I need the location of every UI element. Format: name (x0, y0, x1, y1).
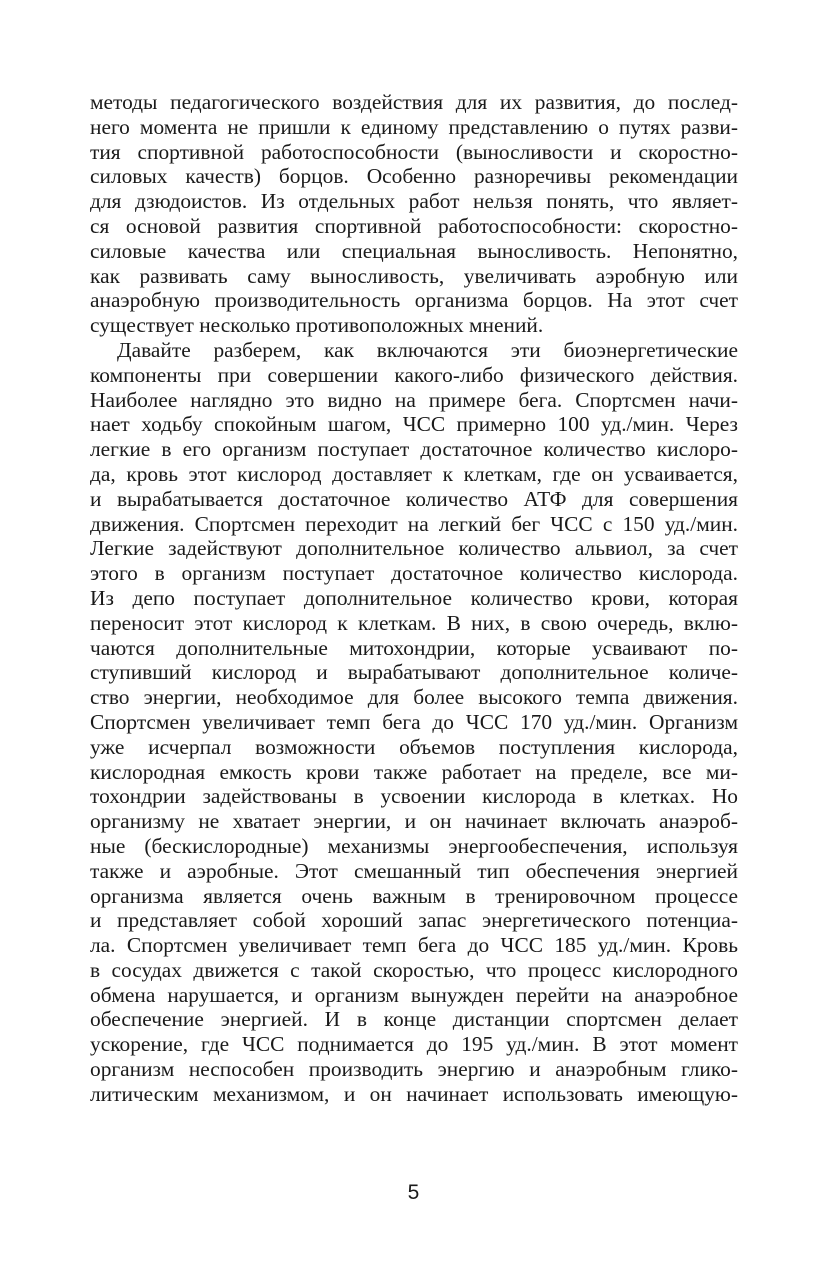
text-line: анаэробную производительность организма борцов. На этот счет (90, 288, 738, 313)
paragraph-2 (90, 338, 738, 1107)
text-line: организма является очень важным в тренировочном процессе (90, 883, 738, 908)
text-line: силовые качества или специальная выносливость. Непонятно, (90, 238, 738, 263)
text-line: Спортсмен увеличивает темп бега до ЧСС 170 уд./мин. Организм (90, 709, 738, 734)
text-line: как развивать саму выносливость, увеличивать аэробную или (90, 263, 738, 288)
text-line: организму не хватает энергии, и он начинает включать анаэроб- (90, 809, 738, 834)
text-line: литическим механизмом, и он начинает использовать имеющую- (90, 1081, 738, 1106)
text-line: Давайте разберем, как включаются эти биоэнергетические (117, 337, 738, 362)
text-line: нает ходьбу спокойным шагом, ЧСС примерно 100 уд./мин. Через (90, 412, 738, 437)
text-line: чаются дополнительные митохондрии, которые усваивают по- (90, 635, 738, 660)
text-line: для дзюдоистов. Из отдельных работ нельзя понять, что являет- (90, 189, 738, 214)
text-line: тохондрии задействованы в усвоении кислорода в клетках. Но (90, 784, 738, 809)
text-line: тия спортивной работоспособности (выносливости и скоростно- (90, 139, 738, 164)
text-line: обмена нарушается, и организм вынужден перейти на анаэробное (90, 982, 738, 1007)
text-line: него момента не пришли к единому представлению о путях разви- (90, 114, 738, 139)
text-line: ные (бескислородные) механизмы энергообеспечения, используя (90, 833, 738, 858)
page-number: 5 (407, 1181, 420, 1204)
text-line: Из депо поступает дополнительное количество крови, которая (90, 585, 738, 610)
text-line: обеспечение энергией. И в конце дистанции спортсмен делает (90, 1007, 738, 1032)
text-line: существует несколько противоположных мнений. (90, 313, 544, 338)
text-line: легкие в его организм поступает достаточное количество кислоро- (90, 437, 738, 462)
text-line: Наиболее наглядно это видно на примере бега. Спортсмен начи- (90, 387, 738, 412)
text-line: и вырабатывается достаточное количество АТФ для совершения (90, 486, 738, 511)
text-line: ство энергии, необходимое для более высокого темпа движения. (90, 685, 738, 710)
text-line: переносит этот кислород к клеткам. В них, в свою очередь, вклю- (90, 610, 738, 635)
text-line: уже исчерпал возможности объемов поступления кислорода, (90, 734, 738, 759)
text-line: и представляет собой хороший запас энергетического потенциа- (90, 908, 738, 933)
body-text (90, 90, 738, 1107)
text-line: Легкие задействуют дополнительное количество альвиол, за счет (90, 536, 738, 561)
text-line: в сосудах движется с такой скоростью, что процесс кислородного (90, 957, 738, 982)
text-line: ускорение, где ЧСС поднимается до 195 уд./мин. В этот момент (90, 1032, 738, 1057)
text-line: компоненты при совершении какого-либо физического действия. (90, 362, 738, 387)
text-line: также и аэробные. Этот смешанный тип обеспечения энергией (90, 858, 738, 883)
text-line: ла. Спортсмен увеличивает темп бега до ЧСС 185 уд./мин. Кровь (90, 933, 738, 958)
text-line: да, кровь этот кислород доставляет к клеткам, где он усваивается, (90, 461, 738, 486)
text-line: силовых качеств) борцов. Особенно разноречивы рекомендации (90, 164, 738, 189)
text-line: кислородная емкость крови также работает на пределе, все ми- (90, 759, 738, 784)
text-line: ступивший кислород и вырабатывают дополнительное количе- (90, 660, 738, 685)
text-line: методы педагогического воздействия для их развития, до послед- (90, 90, 738, 114)
text-line: этого в организм поступает достаточное количество кислорода. (90, 561, 738, 586)
text-line: организм неспособен производить энергию и анаэробным глико- (90, 1057, 738, 1082)
text-line: движения. Спортсмен переходит на легкий бег ЧСС с 150 уд./мин. (90, 511, 738, 536)
text-line: ся основой развития спортивной работоспособности: скоростно- (90, 213, 738, 238)
paragraph-1 (90, 90, 738, 338)
